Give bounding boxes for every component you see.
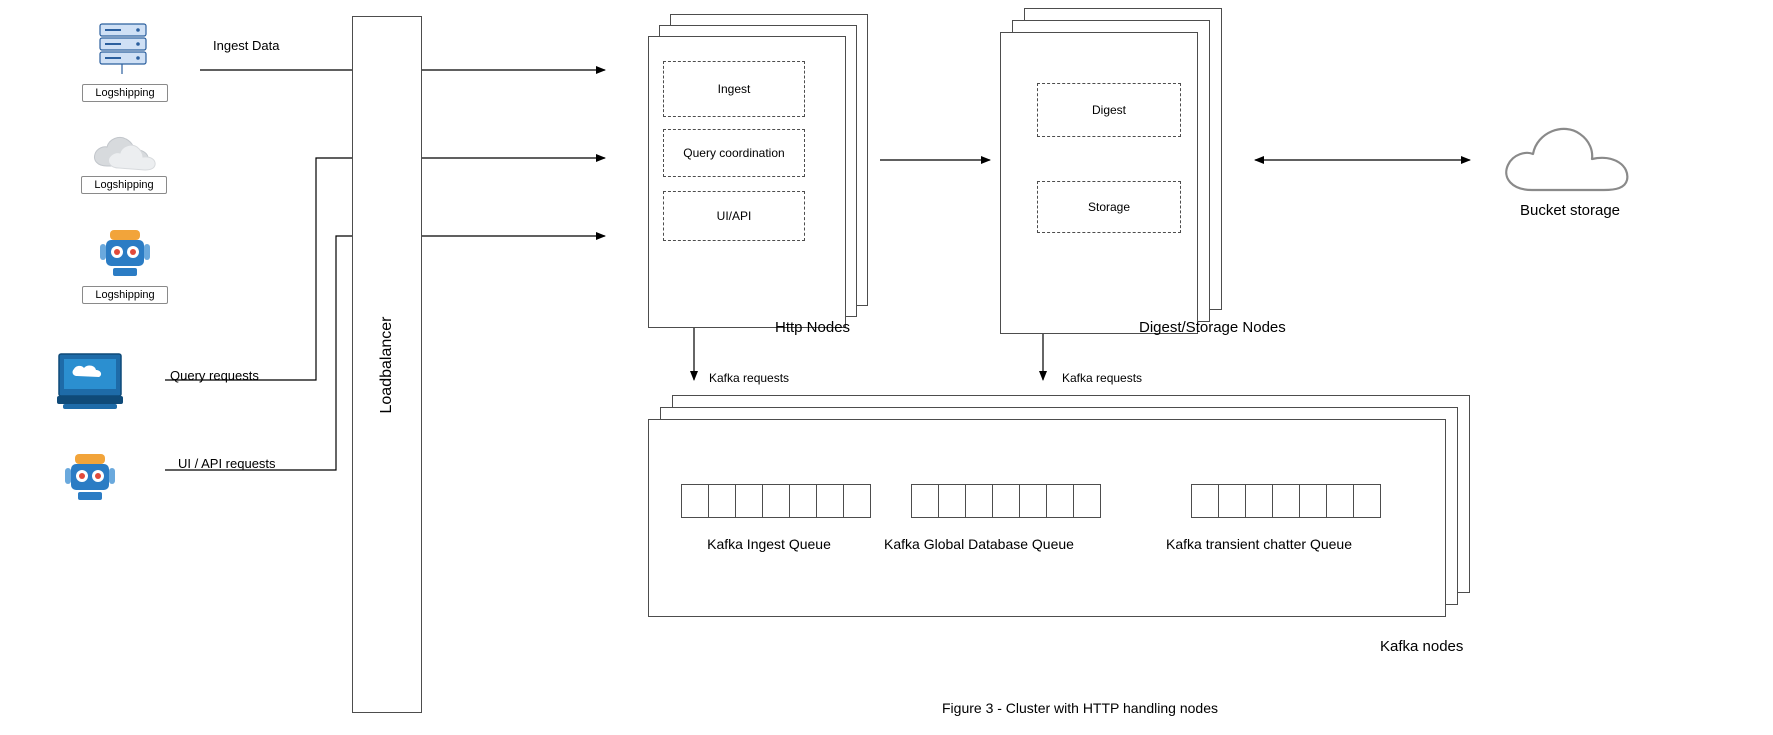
- queue-cell: [762, 484, 790, 518]
- flow-label-kafka-requests-http: Kafka requests: [709, 371, 790, 385]
- cloud-icon: [1496, 110, 1644, 198]
- source-label: Logshipping: [81, 176, 167, 194]
- queue-cell: [843, 484, 871, 518]
- digest-nodes-title: Digest/Storage Nodes: [1139, 319, 1286, 336]
- queue-cell: [681, 484, 709, 518]
- flow-label-query-requests: Query requests: [170, 368, 259, 383]
- figure-caption: Figure 3 - Cluster with HTTP handling nodes: [942, 700, 1218, 716]
- digest-component-storage[interactable]: [1037, 181, 1181, 233]
- queue-cell: [1299, 484, 1327, 518]
- queue-cell: [1218, 484, 1246, 518]
- queue-cell: [911, 484, 939, 518]
- queue-cell: [1272, 484, 1300, 518]
- digest-component-label: Storage: [1087, 200, 1131, 214]
- source-client-monitor: [55, 352, 135, 412]
- queue-cell: [1046, 484, 1074, 518]
- queue-cell: [735, 484, 763, 518]
- flow-label-kafka-requests-digest: Kafka requests: [1062, 371, 1143, 385]
- kafka-queue-cells-ingest: [681, 484, 871, 518]
- http-node-card-front[interactable]: [648, 36, 846, 328]
- digest-nodes-group: [1000, 8, 1260, 328]
- kafka-queue-cells-global-database: [911, 484, 1101, 518]
- queue-cell: [816, 484, 844, 518]
- bucket-storage-label: Bucket storage: [1519, 202, 1621, 219]
- source-logshipping-2: [64, 132, 184, 194]
- flow-label-ui-api-requests: UI / API requests: [178, 456, 276, 471]
- bucket-storage: [1495, 110, 1645, 219]
- queue-cell: [1191, 484, 1219, 518]
- queue-cell: [1245, 484, 1273, 518]
- queue-cell: [938, 484, 966, 518]
- digest-component-label: Digest: [1091, 103, 1126, 117]
- http-component-label: Query coordination: [683, 146, 785, 160]
- http-nodes-title: Http Nodes: [775, 319, 851, 336]
- http-component-ui-api[interactable]: [663, 191, 805, 241]
- kafka-nodes-group: [648, 395, 1478, 635]
- database-stack-icon: [96, 20, 154, 82]
- kafka-queue-label-global-database: Kafka Global Database Queue: [884, 536, 1074, 552]
- robot-icon: [62, 452, 118, 508]
- queue-cell: [1326, 484, 1354, 518]
- flow-label-ingest-data: Ingest Data: [213, 38, 280, 53]
- robot-icon: [97, 228, 153, 284]
- digest-component-digest[interactable]: [1037, 83, 1181, 137]
- source-label: Logshipping: [82, 84, 168, 102]
- loadbalancer-label: Loadbalancer: [378, 316, 395, 413]
- digest-node-card-front[interactable]: [1000, 32, 1198, 334]
- kafka-nodes-title: Kafka nodes: [1380, 638, 1464, 655]
- queue-cell: [708, 484, 736, 518]
- queue-cell: [965, 484, 993, 518]
- kafka-queue-cells-transient-chatter: [1191, 484, 1381, 518]
- queue-cell: [992, 484, 1020, 518]
- http-component-label: Ingest: [717, 82, 751, 96]
- http-nodes-group: [648, 14, 878, 324]
- loadbalancer[interactable]: [352, 16, 422, 713]
- queue-cell: [1353, 484, 1381, 518]
- kafka-queue-label-ingest: Kafka Ingest Queue: [707, 536, 831, 552]
- queue-cell: [789, 484, 817, 518]
- monitor-icon: [55, 352, 127, 412]
- source-logshipping-3: [70, 228, 180, 304]
- source-label: Logshipping: [82, 286, 168, 304]
- queue-cell: [1019, 484, 1047, 518]
- source-client-robot: [62, 452, 132, 508]
- queue-cell: [1073, 484, 1101, 518]
- kafka-queue-label-transient-chatter: Kafka transient chatter Queue: [1166, 536, 1352, 552]
- source-logshipping-1: [70, 20, 180, 102]
- http-component-query-coordination[interactable]: [663, 129, 805, 177]
- kafka-node-card-front[interactable]: [648, 419, 1446, 617]
- http-component-label: UI/API: [716, 209, 752, 223]
- cloud-icon: [89, 132, 159, 174]
- http-component-ingest[interactable]: [663, 61, 805, 117]
